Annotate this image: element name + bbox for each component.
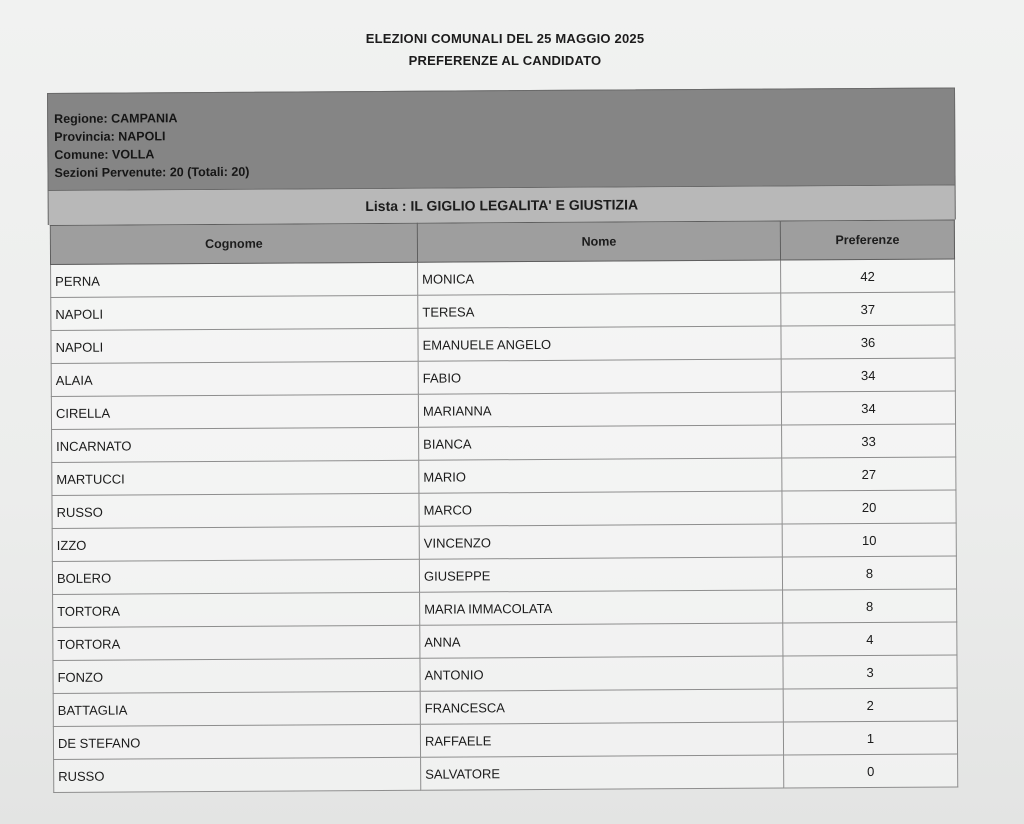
cell-preferenze: 33 bbox=[782, 424, 956, 458]
cell-preferenze: 0 bbox=[784, 754, 958, 788]
cell-cognome: DE STEFANO bbox=[53, 724, 420, 759]
cell-cognome: INCARNATO bbox=[52, 427, 419, 462]
table-row bbox=[51, 292, 955, 331]
cell-nome: ANNA bbox=[420, 623, 783, 658]
cell-preferenze: 8 bbox=[782, 556, 956, 590]
table-row bbox=[53, 688, 957, 727]
cell-nome: SALVATORE bbox=[421, 755, 784, 790]
table-row bbox=[51, 391, 955, 430]
cell-cognome: MARTUCCI bbox=[52, 460, 419, 495]
results-table-block bbox=[47, 87, 959, 793]
table-row bbox=[54, 754, 958, 793]
cell-preferenze: 27 bbox=[782, 457, 956, 491]
cell-nome: MARIANNA bbox=[418, 392, 781, 427]
provincia-label: Provincia: NAPOLI bbox=[54, 129, 166, 144]
cell-nome: ANTONIO bbox=[420, 656, 783, 691]
cell-preferenze: 4 bbox=[783, 622, 957, 656]
cell-nome: MARCO bbox=[419, 491, 782, 526]
cell-preferenze: 10 bbox=[782, 523, 956, 557]
table-row bbox=[51, 325, 955, 364]
cell-preferenze: 8 bbox=[783, 589, 957, 623]
table-row bbox=[52, 523, 956, 562]
cell-nome: VINCENZO bbox=[419, 524, 782, 559]
document-subtitle: PREFERENZE AL CANDIDATO bbox=[408, 53, 602, 68]
cell-nome: MARIO bbox=[419, 458, 782, 493]
cell-cognome: ALAIA bbox=[51, 361, 418, 396]
location-info-panel bbox=[47, 87, 956, 191]
cell-preferenze: 3 bbox=[783, 655, 957, 689]
cell-nome: MARIA IMMACOLATA bbox=[420, 590, 783, 625]
lista-heading: Lista : IL GIGLIO LEGALITA' E GIUSTIZIA bbox=[48, 185, 956, 225]
comune-label: Comune: VOLLA bbox=[54, 147, 155, 162]
cell-cognome: NAPOLI bbox=[51, 328, 418, 363]
table-row bbox=[53, 721, 957, 760]
table-row bbox=[51, 259, 955, 298]
table-row bbox=[51, 358, 955, 397]
document-header bbox=[0, 28, 1010, 72]
cell-cognome: BATTAGLIA bbox=[53, 691, 420, 726]
cell-nome: FRANCESCA bbox=[420, 689, 783, 724]
cell-cognome: PERNA bbox=[51, 262, 418, 297]
cell-cognome: RUSSO bbox=[52, 493, 419, 528]
cell-preferenze: 20 bbox=[782, 490, 956, 524]
column-header-cognome: Cognome bbox=[50, 223, 417, 264]
table-row bbox=[52, 457, 956, 496]
cell-nome: BIANCA bbox=[419, 425, 782, 460]
cell-cognome: BOLERO bbox=[52, 559, 419, 594]
table-row bbox=[53, 622, 957, 661]
cell-preferenze: 37 bbox=[781, 292, 955, 326]
cell-nome: FABIO bbox=[418, 359, 781, 394]
cell-nome: MONICA bbox=[418, 260, 781, 295]
table-row bbox=[52, 424, 956, 463]
cell-nome: EMANUELE ANGELO bbox=[418, 326, 781, 361]
cell-preferenze: 34 bbox=[781, 358, 955, 392]
cell-preferenze: 34 bbox=[781, 391, 955, 425]
table-header-row bbox=[50, 220, 954, 265]
column-header-nome: Nome bbox=[417, 221, 780, 262]
regione-label: Regione: CAMPANIA bbox=[54, 111, 178, 126]
cell-preferenze: 36 bbox=[781, 325, 955, 359]
table-row bbox=[52, 556, 956, 595]
cell-nome: GIUSEPPE bbox=[419, 557, 782, 592]
cell-cognome: NAPOLI bbox=[51, 295, 418, 330]
cell-cognome: TORTORA bbox=[53, 592, 420, 627]
cell-preferenze: 42 bbox=[781, 259, 955, 293]
cell-cognome: FONZO bbox=[53, 658, 420, 693]
table-row bbox=[52, 490, 956, 529]
cell-nome: RAFFAELE bbox=[420, 722, 783, 757]
cell-nome: TERESA bbox=[418, 293, 781, 328]
cell-cognome: RUSSO bbox=[54, 757, 421, 792]
cell-preferenze: 1 bbox=[783, 721, 957, 755]
cell-cognome: CIRELLA bbox=[51, 394, 418, 429]
cell-cognome: TORTORA bbox=[53, 625, 420, 660]
document-title: ELEZIONI COMUNALI DEL 25 MAGGIO 2025 bbox=[365, 31, 645, 46]
cell-cognome: IZZO bbox=[52, 526, 419, 561]
table-row bbox=[53, 655, 957, 694]
table-row bbox=[53, 589, 957, 628]
sezioni-label: Sezioni Pervenute: 20 (Totali: 20) bbox=[54, 164, 250, 180]
column-header-preferenze: Preferenze bbox=[780, 220, 954, 260]
preferences-table bbox=[50, 219, 958, 793]
cell-preferenze: 2 bbox=[783, 688, 957, 722]
